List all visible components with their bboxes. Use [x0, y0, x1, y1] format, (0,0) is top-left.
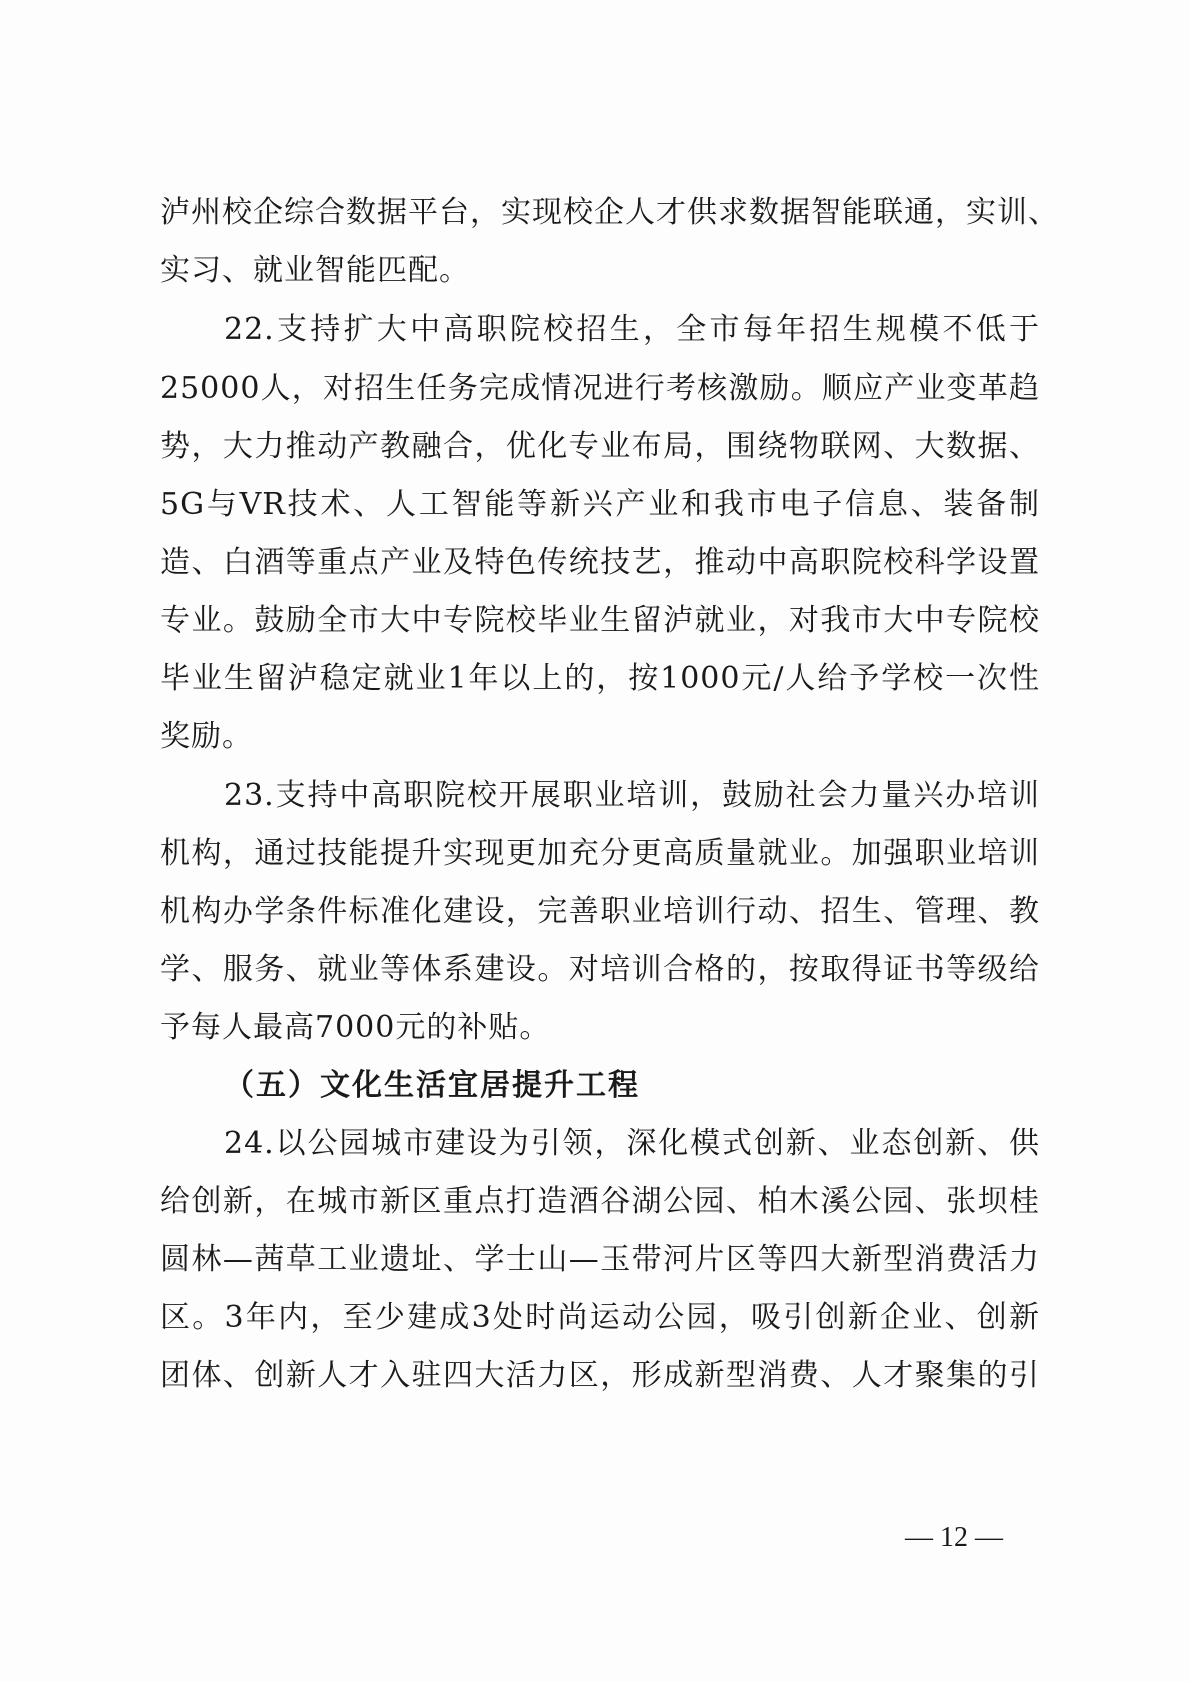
paragraph-line: 学、服务、就业等体系建设。对培训合格的，按取得证书等级给 — [160, 952, 1040, 987]
paragraph-line: 机构办学条件标准化建设，完善职业培训行动、招生、管理、教 — [160, 894, 1040, 929]
paragraph-line: 势，大力推动产教融合，优化专业布局，围绕物联网、大数据、 — [160, 429, 1040, 464]
paragraph-line: 泸州校企综合数据平台，实现校企人才供求数据智能联通，实训、 — [160, 195, 1059, 230]
paragraph-line: 予每人最高7000元的补贴。 — [160, 1010, 551, 1045]
page-number: — 12 — — [905, 1522, 1003, 1553]
section-heading: （五）文化生活宜居提升工程 — [224, 1068, 640, 1103]
paragraph-line: 造、白酒等重点产业及特色传统技艺，推动中高职院校科学设置 — [160, 545, 1040, 580]
paragraph-line: 团体、创新人才入驻四大活力区，形成新型消费、人才聚集的引 — [160, 1358, 1040, 1393]
paragraph-line: 区。3年内，至少建成3处时尚运动公园，吸引创新企业、创新 — [160, 1300, 1040, 1335]
item-24-line: 24.以公园城市建设为引领，深化模式创新、业态创新、供 — [224, 1126, 1040, 1161]
paragraph-line: 25000人，对招生任务完成情况进行考核激励。顺应产业变革趋 — [160, 371, 1040, 406]
paragraph-line: 给创新，在城市新区重点打造酒谷湖公园、柏木溪公园、张坝桂 — [160, 1184, 1040, 1219]
paragraph-line: 5G与VR技术、人工智能等新兴产业和我市电子信息、装备制 — [160, 487, 1040, 522]
paragraph-line: 奖励。 — [160, 719, 253, 754]
paragraph-line: 圆林—茜草工业遗址、学士山—玉带河片区等四大新型消费活力 — [160, 1242, 1040, 1277]
paragraph-line: 实习、就业智能匹配。 — [160, 253, 470, 288]
paragraph-line: 毕业生留泸稳定就业1年以上的，按1000元/人给予学校一次性 — [160, 661, 1040, 696]
paragraph-line: 专业。鼓励全市大中专院校毕业生留泸就业，对我市大中专院校 — [160, 603, 1040, 638]
paragraph-line: 机构，通过技能提升实现更加充分更高质量就业。加强职业培训 — [160, 836, 1040, 871]
item-23-line: 23.支持中高职院校开展职业培训，鼓励社会力量兴办培训 — [224, 778, 1040, 813]
item-22-line: 22.支持扩大中高职院校招生，全市每年招生规模不低于 — [224, 312, 1040, 347]
